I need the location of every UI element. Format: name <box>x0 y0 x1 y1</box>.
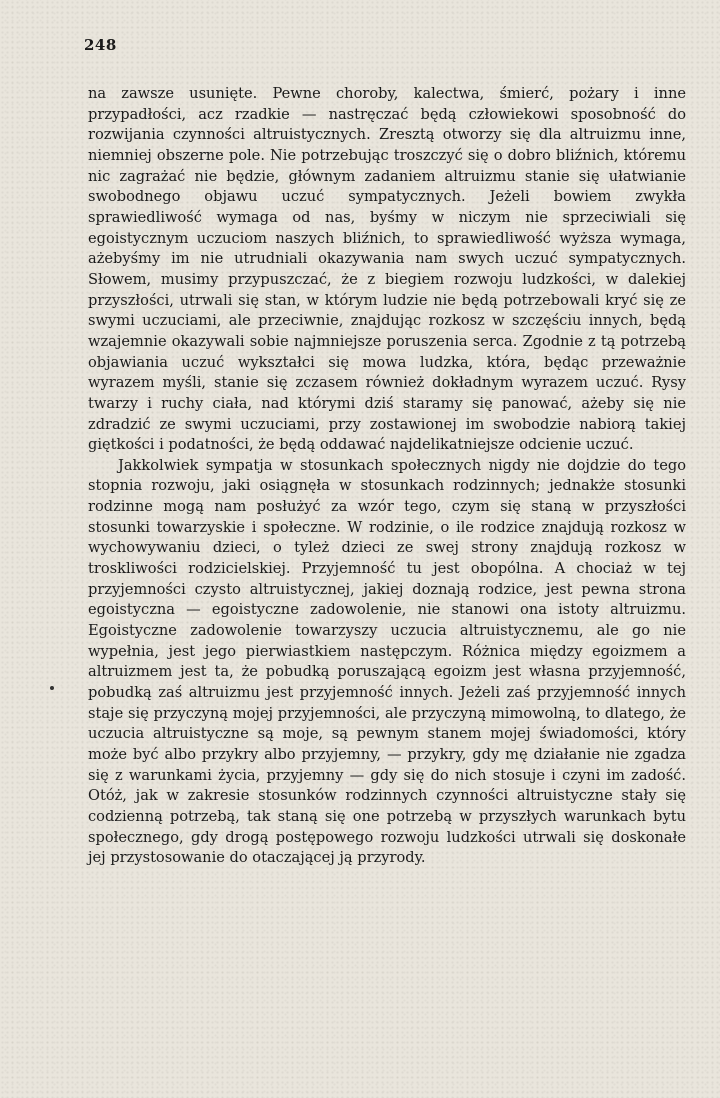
margin-dot <box>50 686 54 690</box>
paragraph: Jakkolwiek sympatja w stosunkach społecznych nigdy nie dojdzie do tego stopnia rozwoju, jaki osiągnęła w stosunkach rodzinnych; jednakże stosunki rodzinne mogą nam posłużyć za wzór tego, czym się staną w przyszłości stosunki towarzyskie i społeczne. W rodzinie, o ile rodzice znajdują rozkosz w wychowywaniu dzieci, o tyleż dzieci ze swej strony znajdują rozkosz w troskliwości rodzicielskiej. Przyjemność tu jest obopólna. A chociaż w tej przyjemności czysto altruistycznej, jakiej doznają rodzice, jest pewna strona egoistyczna — egoistyczne zadowolenie, nie stanowi ona istoty altruizmu. Egoistyczne zadowolenie towarzyszy uczucia altruistycznemu, ale go nie wypełnia, jest jego pierwiastkiem następczym. Różnica między egoizmem a altruizmem jest ta, że pobudką poruszającą egoizm jest własna przyjemność, pobudką zaś altruizmu jest przyjemność innych. Jeżeli zaś przyjemność innych staje się przyczyną mojej przyjemności, ale przyczyną mimowolną, to dlatego, że uczucia altruistyczne są moje, są pewnym stanem mojej świadomości, który może być albo przykry albo przyjemny, — przykry, gdy mę działanie nie zgadza się z warunkami życia, przyjemny — gdy się do nich stosuje i czyni im zadość. Otóż, jak w zakresie stosunków rodzinnych czynności altruistyczne stały się codzienną potrzebą, tak staną się one potrzebą w przyszłych warunkach bytu społecznego, gdy drogą postępowego rozwoju ludzkości utrwali się doskonałe jej przystosowanie do otaczającej ją przyrody. <box>88 456 686 867</box>
page-number: 248 <box>84 36 117 54</box>
paragraph: na zawsze usunięte. Pewne choroby, kalectwa, śmierć, pożary i inne przypadłości, acz rzadkie — nastręczać będą człowiekowi sposobność do rozwijania czynności altruistycznych. Zresztą otworzy się dla altruizmu inne, niemniej obszerne pole. Nie potrzebując troszczyć się o dobro bliźnich, któremu nic zagrażać nie będzie, głównym zadaniem altruizmu stanie się ułatwianie swobodnego objawu uczuć sympatycznych. Jeżeli bowiem zwykła sprawiedliwość wymaga od nas, byśmy w niczym nie sprzeciwiali się egoistycznym uczuciom naszych bliźnich, to sprawiedliwość wyższa wymaga, ażebyśmy im nie utrudniali okazywania nam swych uczuć sympatycznych. Słowem, musimy przypuszczać, że z biegiem rozwoju ludzkości, w dalekiej przyszłości, utrwali się stan, w którym ludzie nie będą potrzebowali kryć się ze swymi uczuciami, ale przeciwnie, znajdując rozkosz w szczęściu innych, będą wzajemnie okazywali sobie najmniejsze poruszenia serca. Zgodnie z tą potrzebą objawiania uczuć wykształci się mowa ludzka, która, będąc przeważnie wyrazem myśli, stanie się zczasem również dokładnym wyrazem uczuć. Rysy twarzy i ruchy ciała, nad którymi dziś staramy się panować, ażeby się nie zdradzić ze swymi uczuciami, przy zostawionej im swobodzie nabiorą takiej giętkości i podatności, że będą oddawać najdelikatniejsze odcienie uczuć. <box>88 85 686 454</box>
body-text <box>88 84 686 869</box>
